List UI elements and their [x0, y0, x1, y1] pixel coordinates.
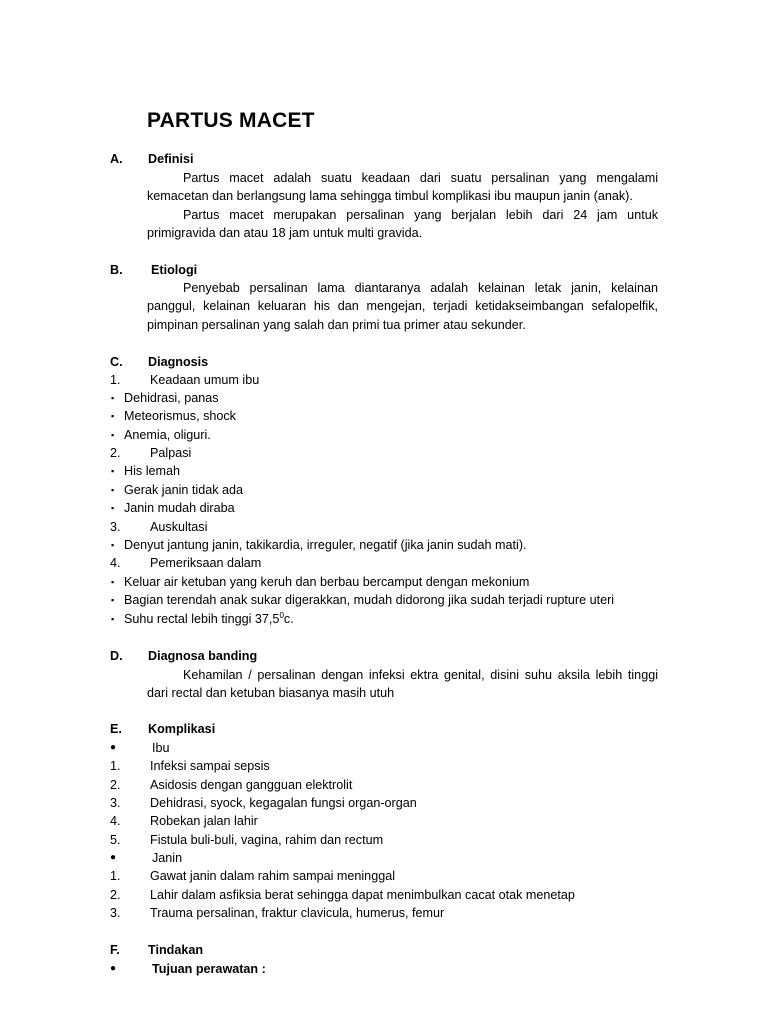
komplikasi-janin-title: Janin: [152, 851, 183, 865]
section-b-heading: Etiologi: [151, 263, 198, 277]
square-bullet-icon: ▪: [111, 540, 115, 550]
list-item: Keluar air ketuban yang keruh dan berbau bercamput dengan mekonium: [124, 575, 530, 589]
etiologi-line3: pimpinan persalinan yang salah dan primi tua primer atau sekunder.: [147, 318, 526, 332]
diagnosis-group2-title: Palpasi: [150, 446, 192, 460]
section-b-label: B.: [110, 263, 123, 277]
list-item-number: 3.: [110, 796, 121, 810]
round-bullet-icon: ●: [110, 742, 117, 753]
section-d-heading: Diagnosa banding: [148, 649, 258, 663]
definisi-p2-line2: primigravida dan atau 18 jam untuk multi gravida.: [147, 226, 423, 240]
diagnosis-group3-title: Auskultasi: [150, 520, 208, 534]
square-bullet-icon: ▪: [111, 466, 115, 476]
section-a-heading: Definisi: [148, 152, 194, 166]
square-bullet-icon: ▪: [111, 411, 115, 421]
square-bullet-icon: ▪: [111, 485, 115, 495]
tujuan-perawatan-title: Tujuan perawatan :: [152, 962, 266, 976]
list-item-number: 1.: [110, 759, 121, 773]
list-item: Denyut jantung janin, takikardia, irreguler, negatif (jika janin sudah mati).: [124, 538, 527, 552]
definisi-p1-line2: kemacetan dan berlangsung lama sehingga timbul komplikasi ibu maupun janin (anak).: [147, 189, 633, 203]
diagnosis-group4-title: Pemeriksaan dalam: [150, 556, 262, 570]
list-item: Gerak janin tidak ada: [124, 483, 244, 497]
section-a-label: A.: [110, 152, 123, 166]
list-item: His lemah: [124, 464, 180, 478]
etiologi-line1: Penyebab persalinan lama diantaranya adalah kelainan letak janin, kelainan: [183, 281, 658, 295]
section-e-heading: Komplikasi: [148, 722, 216, 736]
suhu-text: Suhu rectal lebih tinggi 37,5: [124, 612, 280, 626]
section-f-heading: Tindakan: [148, 943, 204, 957]
section-f-label: F.: [110, 943, 120, 957]
degree-superscript: 0: [279, 611, 284, 620]
list-item: Infeksi sampai sepsis: [150, 759, 270, 773]
diagnosa-banding-line2: dari rectal dan ketuban biasanya masih utuh: [147, 686, 395, 700]
round-bullet-icon: ●: [110, 852, 117, 863]
list-item: Dehidrasi, panas: [124, 391, 219, 405]
etiologi-line2: panggul, kelainan keluaran his dan mengejan, terjadi ketidakseimbangan sefalopelfik,: [147, 299, 658, 313]
square-bullet-icon: ▪: [111, 393, 115, 403]
diagnosis-group3-number: 3.: [110, 520, 121, 534]
section-d-label: D.: [110, 649, 123, 663]
round-bullet-icon: ●: [110, 963, 117, 974]
list-item: Gawat janin dalam rahim sampai meninggal: [150, 869, 396, 883]
list-item: Anemia, oliguri.: [124, 428, 211, 442]
list-item-number: 2.: [110, 888, 121, 902]
list-item: Trauma persalinan, fraktur clavicula, humerus, femur: [150, 906, 445, 920]
list-item: Janin mudah diraba: [124, 501, 235, 515]
list-item: Fistula buli-buli, vagina, rahim dan rectum: [150, 833, 384, 847]
definisi-p1-line1: Partus macet adalah suatu keadaan dari suatu persalinan yang mengalami: [183, 171, 658, 185]
definisi-p2-line1: Partus macet merupakan persalinan yang berjalan lebih dari 24 jam untuk: [183, 208, 658, 222]
diagnosis-group1-number: 1.: [110, 373, 121, 387]
section-c-heading: Diagnosis: [148, 355, 209, 369]
square-bullet-icon: ▪: [111, 430, 115, 440]
list-item-number: 3.: [110, 906, 121, 920]
list-item: Meteorismus, shock: [124, 409, 236, 423]
list-item: Dehidrasi, syock, kegagalan fungsi organ-organ: [150, 796, 417, 810]
list-item: Robekan jalan lahir: [150, 814, 258, 828]
list-item: Bagian terendah anak sukar digerakkan, mudah didorong jika sudah terjadi rupture uteri: [124, 593, 615, 607]
section-e-label: E.: [110, 722, 122, 736]
list-item-number: 4.: [110, 814, 121, 828]
diagnosis-group1-title: Keadaan umum ibu: [150, 373, 260, 387]
suhu-unit: c.: [283, 612, 294, 626]
diagnosis-group4-number: 4.: [110, 556, 121, 570]
list-item-number: 5.: [110, 833, 121, 847]
page-title: PARTUS MACET: [147, 109, 315, 132]
square-bullet-icon: ▪: [111, 503, 115, 513]
diagnosis-group2-number: 2.: [110, 446, 121, 460]
list-item: Asidosis dengan gangguan elektrolit: [150, 778, 353, 792]
list-item: [124, 611, 294, 627]
square-bullet-icon: ▪: [111, 595, 115, 605]
list-item-number: 2.: [110, 778, 121, 792]
list-item: Lahir dalam asfiksia berat sehingga dapat menimbulkan cacat otak menetap: [150, 888, 575, 902]
section-c-label: C.: [110, 355, 123, 369]
diagnosa-banding-line1: Kehamilan / persalinan dengan infeksi ektra genital, disini suhu aksila lebih tinggi: [183, 668, 658, 682]
list-item-number: 1.: [110, 869, 121, 883]
square-bullet-icon: ▪: [111, 614, 115, 624]
komplikasi-ibu-title: Ibu: [152, 741, 170, 755]
square-bullet-icon: ▪: [111, 577, 115, 587]
